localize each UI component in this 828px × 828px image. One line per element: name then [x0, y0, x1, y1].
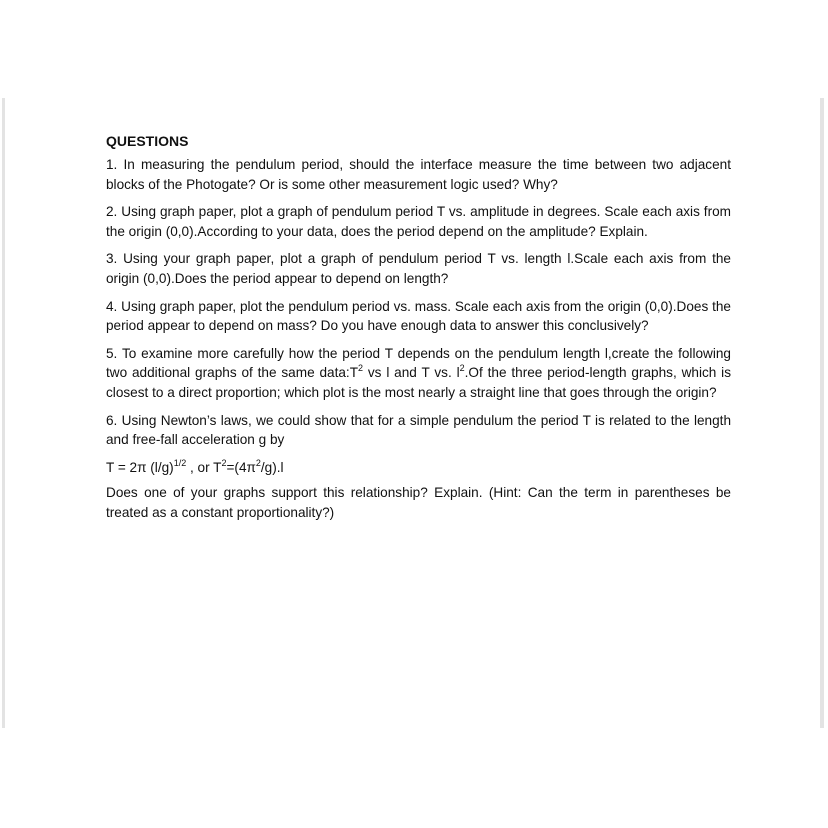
question-3: 3. Using your graph paper, plot a graph of pendulum period T vs. length l.Scale each axis from the origin (0,0).Does the period appear to depend on length? [106, 251, 731, 286]
section-heading: QUESTIONS [106, 133, 189, 149]
question-5-exponent-a: 2 [358, 363, 364, 374]
document-page [2, 98, 824, 728]
formula-text-a: T = 2π (l/g) [106, 459, 174, 475]
formula-exponent-b: 2 [221, 457, 227, 468]
formula-exponent-a: 1/2 [173, 457, 187, 468]
question-5-exponent-b: 2 [459, 363, 465, 374]
question-5-text-c: .Of the three period-length graphs, which is closest to a direct proportion; which plot is the most nearly a straight line that goes through the origin? [106, 365, 731, 400]
formula-exponent-c: 2 [255, 457, 261, 468]
question-4: 4. Using graph paper, plot the pendulum period vs. mass. Scale each axis from the origin (0,0).Does the period appear to depend on mass? Do you have enough data to answer this conclusively? [106, 298, 731, 334]
formula-text-c: =(4π [226, 459, 256, 475]
question-6-followup: Does one of your graphs support this relationship? Explain. (Hint: Can the term in parentheses be treated as a constant proportionality?) [106, 485, 731, 520]
question-5-text-b: vs l and T vs. l [363, 365, 460, 381]
formula-text-b: , or T [186, 459, 222, 475]
question-6-intro: 6. Using Newton’s laws, we could show that for a simple pendulum the period T is related to the length and free-fall acceleration g by [106, 412, 731, 448]
formula-text-d: /g).l [260, 459, 284, 475]
pendulum-formula [106, 458, 731, 478]
question-5-text-a: 5. To examine more carefully how the period T depends on the pendulum length l,create the following two additional graphs of the same data:T [106, 345, 731, 381]
document-content [106, 132, 731, 531]
question-1: 1. In measuring the pendulum period, should the interface measure the time between two adjacent blocks of the Photogate? Or is some other measurement logic used? Why? [106, 157, 731, 192]
question-5 [106, 344, 731, 403]
question-2: 2. Using graph paper, plot a graph of pendulum period T vs. amplitude in degrees. Scale each axis from the origin (0,0).According to your data, does the period depend on the amplitude? Explain. [106, 204, 731, 239]
